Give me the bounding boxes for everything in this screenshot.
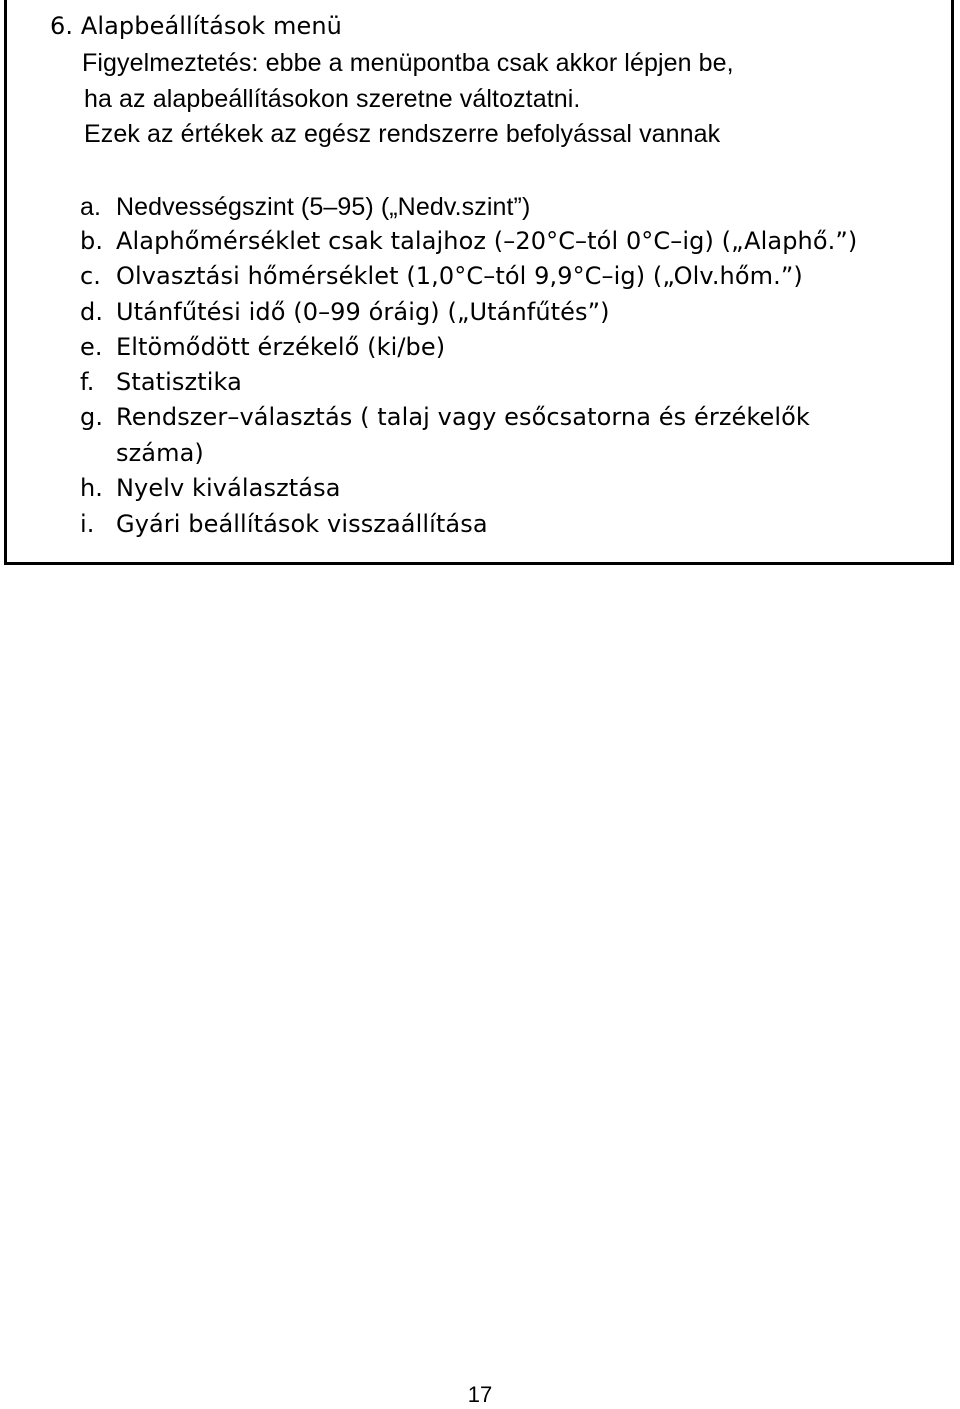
list-item-text: Nedvességszint (5–95) („Nedv.szint”): [116, 193, 531, 221]
list-item-marker: a.: [80, 193, 102, 221]
list-item-text: Utánfűtési idő (0–99 óráig) („Utánfűtés”): [116, 298, 610, 326]
list-item-marker: g.: [80, 403, 104, 431]
list-item-e: [80, 330, 445, 364]
list-item-text: Statisztika: [116, 368, 242, 396]
list-item-d: [80, 295, 610, 329]
list-item-text: Alaphőmérséklet csak talajhoz (–20°C–tól 0°C–ig) („Alaphő.”): [116, 227, 858, 255]
list-item-g-continuation: száma): [116, 439, 204, 467]
list-item-text: Rendszer–választás ( talaj vagy esőcsatorna és érzékelők: [116, 403, 810, 431]
list-item-b: [80, 224, 857, 258]
list-item-f: [80, 365, 242, 399]
list-item-c: [80, 259, 803, 293]
warning-line-1: Figyelmeztetés: ebbe a menüpontba csak akkor lépjen be,: [82, 49, 734, 77]
list-item-marker: e.: [80, 333, 103, 361]
page-number: 17: [467, 1382, 493, 1407]
list-item-i: [80, 507, 488, 541]
list-item-marker: h.: [80, 474, 104, 502]
list-item-g: [80, 400, 810, 434]
list-item-a: [80, 190, 530, 224]
list-item-text: Nyelv kiválasztása: [116, 474, 341, 502]
list-item-marker: c.: [80, 262, 102, 290]
list-item-marker: f.: [80, 368, 95, 396]
list-item-marker: i.: [80, 510, 95, 538]
list-item-marker: d.: [80, 298, 104, 326]
warning-line-2: ha az alapbeállításokon szeretne változtatni.: [84, 85, 581, 113]
list-item-text: Eltömődött érzékelő (ki/be): [116, 333, 446, 361]
section-title: 6. Alapbeállítások menü: [50, 12, 342, 40]
list-item-marker: b.: [80, 227, 104, 255]
list-item-h: [80, 471, 341, 505]
warning-line-3: Ezek az értékek az egész rendszerre befolyással vannak: [84, 120, 721, 148]
list-item-text: Gyári beállítások visszaállítása: [116, 510, 488, 538]
list-item-text: Olvasztási hőmérséklet (1,0°C–tól 9,9°C–ig) („Olv.hőm.”): [116, 262, 803, 290]
